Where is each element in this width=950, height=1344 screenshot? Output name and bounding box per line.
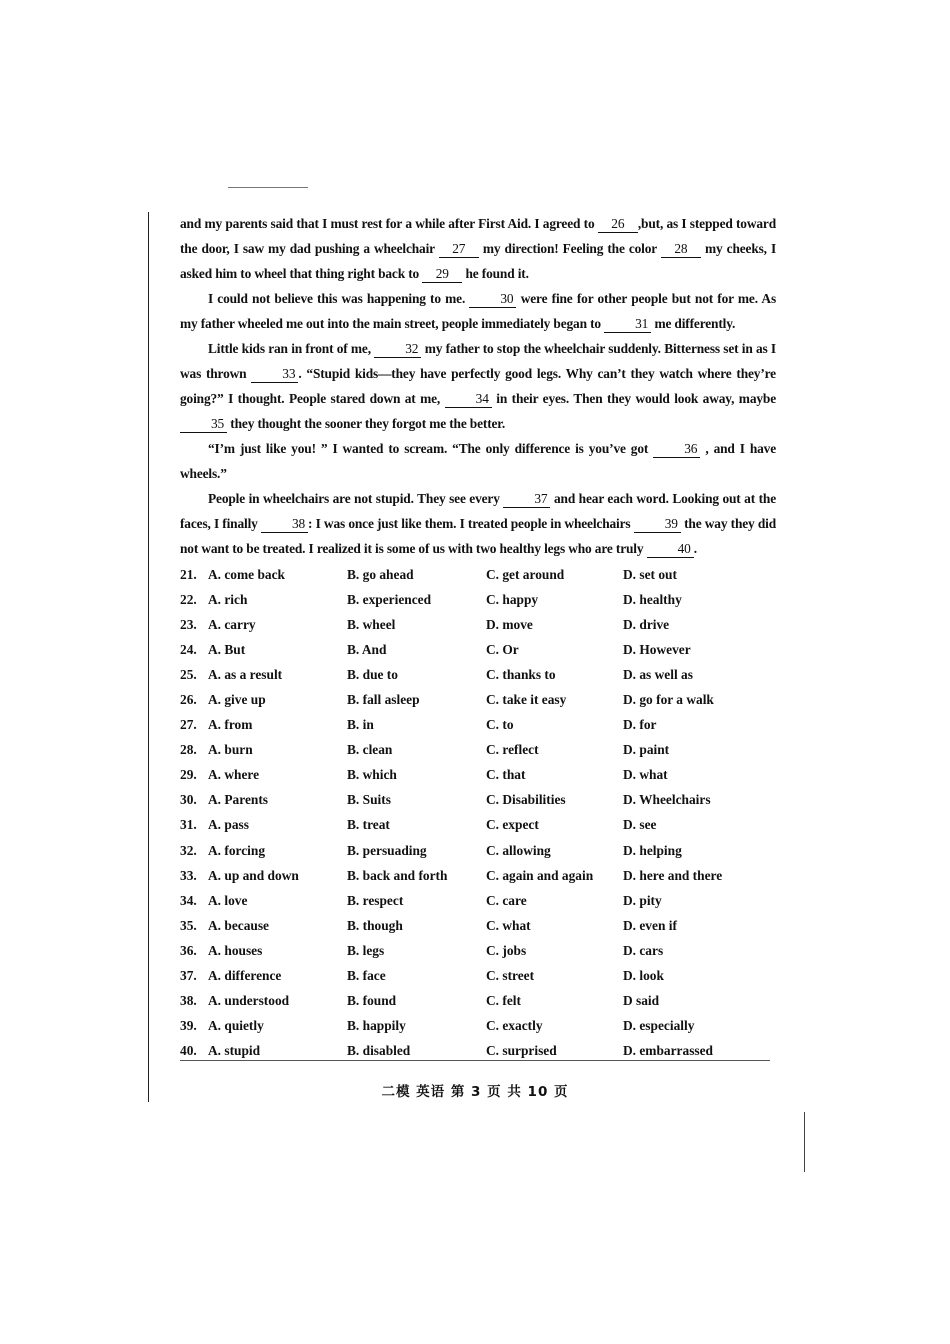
- passage-text: he found it.: [465, 266, 529, 281]
- paragraph-1: [180, 211, 776, 286]
- passage-text: and hear each word. Looking out at the faces, I finally: [180, 491, 776, 531]
- question-row: [180, 838, 780, 863]
- option-d: D. what: [623, 767, 668, 783]
- option-a: A. as a result: [208, 667, 283, 683]
- question-number: 34.: [180, 892, 197, 908]
- option-c: C. expect: [486, 817, 539, 833]
- option-c: C. street: [486, 967, 535, 983]
- option-d: D. pity: [623, 892, 662, 908]
- passage-text: they thought the sooner they forgot me the better.: [230, 416, 506, 431]
- option-c: D. move: [486, 617, 533, 633]
- option-a: A. come back: [208, 567, 285, 582]
- option-d: D. set out: [623, 567, 677, 582]
- option-a: A. carry: [208, 617, 256, 633]
- question-row: [180, 762, 780, 787]
- option-a: A. stupid: [208, 1042, 261, 1058]
- option-b: B. legs: [347, 942, 385, 958]
- question-number: 23.: [180, 617, 197, 633]
- option-d: D. drive: [623, 617, 670, 633]
- question-number: 25.: [180, 667, 197, 683]
- option-a: A. But: [208, 642, 246, 658]
- passage-text: People in wheelchairs are not stupid. They see every: [208, 491, 500, 506]
- option-c: C. again and again: [486, 867, 594, 883]
- passage-text: the way they did not want to be treated. I realized it is some of us with two healthy legs who are truly: [180, 516, 777, 556]
- question-number: 29.: [180, 767, 197, 783]
- question-row: [180, 938, 780, 963]
- option-c: C. allowing: [486, 842, 551, 858]
- blank-27: 27: [439, 240, 479, 258]
- question-number: 32.: [180, 842, 197, 858]
- option-d: D. go for a walk: [623, 692, 714, 708]
- option-d: D. even if: [623, 917, 677, 933]
- option-b: B. back and forth: [347, 867, 448, 883]
- passage-text: I could not believe this was happening to me.: [208, 291, 466, 306]
- passage-text: Little kids ran in front of me,: [208, 341, 371, 356]
- paragraph-2: [180, 286, 776, 336]
- passage-text: me differently.: [654, 316, 736, 331]
- blank-39: 39: [634, 515, 681, 533]
- option-a: A. from: [208, 717, 253, 733]
- option-a: A. burn: [208, 742, 253, 758]
- option-a: A. because: [208, 917, 269, 933]
- option-d: D. look: [623, 967, 664, 983]
- question-number: 38.: [180, 992, 197, 1008]
- option-c: C. reflect: [486, 742, 539, 758]
- question-number: 21.: [180, 567, 197, 582]
- blank-35: 35: [180, 415, 227, 433]
- option-a: A. understood: [208, 992, 290, 1008]
- question-number: 33.: [180, 867, 197, 883]
- option-b: B. go ahead: [347, 567, 414, 582]
- question-row: [180, 612, 780, 637]
- option-b: B. respect: [347, 892, 404, 908]
- answer-options-list: [180, 562, 780, 1063]
- option-c: C. happy: [486, 592, 539, 608]
- question-number: 27.: [180, 717, 197, 733]
- question-row: [180, 913, 780, 938]
- question-row: [180, 1013, 780, 1038]
- option-d: D. helping: [623, 842, 682, 858]
- option-d: D. However: [623, 642, 691, 658]
- paragraph-4: [180, 436, 776, 486]
- blank-36: 36: [653, 440, 700, 458]
- option-b: B. experienced: [347, 592, 432, 608]
- passage-text: : I was once just like them. I treated people in wheelchairs: [308, 516, 631, 531]
- question-row: [180, 662, 780, 687]
- question-number: 24.: [180, 642, 197, 658]
- blank-29: 29: [422, 265, 462, 283]
- blank-37: 37: [503, 490, 550, 508]
- option-d: D. for: [623, 717, 657, 733]
- passage-text: .: [693, 541, 697, 556]
- passage-text: in their eyes. Then they would look away, maybe: [496, 391, 776, 406]
- option-d: D. embarrassed: [623, 1042, 714, 1058]
- question-row: [180, 888, 780, 913]
- bottom-rule: [180, 1060, 770, 1061]
- option-c: C. care: [486, 892, 527, 908]
- blank-38: 38: [261, 515, 308, 533]
- paragraph-5: [180, 486, 776, 561]
- option-b: B. persuading: [347, 842, 427, 858]
- option-c: C. what: [486, 917, 531, 933]
- option-b: B. though: [347, 917, 403, 933]
- blank-33: 33: [251, 365, 298, 383]
- option-a: A. pass: [208, 817, 249, 833]
- paragraph-3: [180, 336, 776, 436]
- question-row: [180, 812, 780, 837]
- option-c: C. that: [486, 767, 526, 783]
- option-a: A. love: [208, 892, 248, 908]
- left-margin-line: [148, 212, 149, 1102]
- option-b: B. face: [347, 967, 386, 983]
- question-number: 35.: [180, 917, 197, 933]
- question-number: 31.: [180, 817, 197, 833]
- question-number: 39.: [180, 1017, 197, 1033]
- option-d: D. paint: [623, 742, 670, 758]
- blank-40: 40: [647, 540, 694, 558]
- option-b: B. in: [347, 717, 374, 733]
- option-a: A. quietly: [208, 1017, 264, 1033]
- option-a: A. difference: [208, 967, 282, 983]
- blank-31: 31: [604, 315, 651, 333]
- option-c: C. take it easy: [486, 692, 567, 708]
- option-a: A. where: [208, 767, 260, 783]
- question-row: [180, 963, 780, 988]
- passage-text: were fine for other people but not for me. As my father wheeled me out into the main street, people immediately began to: [180, 291, 777, 331]
- blank-26: 26: [598, 215, 638, 233]
- question-number: 30.: [180, 792, 197, 808]
- blank-30: 30: [469, 290, 516, 308]
- passage-text: my father to stop the wheelchair suddenly. Bitterness set in as I was thrown: [180, 341, 776, 381]
- option-b: B. clean: [347, 742, 393, 758]
- option-c: C. Disabilities: [486, 792, 566, 808]
- right-margin-line: [804, 1112, 805, 1172]
- option-c: C. to: [486, 717, 514, 733]
- question-number: 36.: [180, 942, 197, 958]
- question-row: [180, 988, 780, 1013]
- question-row: [180, 712, 780, 737]
- option-b: B. treat: [347, 817, 390, 833]
- option-b: B. disabled: [347, 1042, 411, 1058]
- question-row: [180, 863, 780, 888]
- question-row: [180, 787, 780, 812]
- question-number: 28.: [180, 742, 197, 758]
- option-d: D. see: [623, 817, 657, 833]
- passage-text: ,but, as I stepped toward the door, I saw my dad pushing a wheelchair: [180, 216, 776, 256]
- option-d: D. especially: [623, 1017, 695, 1033]
- question-row: [180, 637, 780, 662]
- option-a: A. give up: [208, 692, 266, 708]
- option-c: C. felt: [486, 992, 521, 1008]
- cloze-passage: [180, 211, 776, 561]
- question-number: 22.: [180, 592, 197, 608]
- option-d: D. as well as: [623, 667, 693, 683]
- top-dash-line: [228, 187, 308, 188]
- option-c: C. get around: [486, 567, 565, 582]
- question-number: 37.: [180, 967, 197, 983]
- option-d: D. cars: [623, 942, 664, 958]
- question-row: [180, 587, 780, 612]
- blank-28: 28: [661, 240, 701, 258]
- option-a: A. Parents: [208, 792, 269, 808]
- option-a: A. houses: [208, 942, 263, 958]
- page-footer: 二模 英语 第 3 页 共 10 页: [381, 1084, 569, 1100]
- passage-text: and my parents said that I must rest for a while after First Aid. I agreed to: [180, 216, 595, 231]
- option-a: A. rich: [208, 592, 248, 608]
- option-d: D. here and there: [623, 867, 723, 883]
- option-c: C. exactly: [486, 1017, 543, 1033]
- blank-32: 32: [374, 340, 421, 358]
- blank-34: 34: [445, 390, 492, 408]
- option-d: D. Wheelchairs: [623, 792, 711, 808]
- option-a: A. forcing: [208, 842, 266, 858]
- option-d: D. healthy: [623, 592, 682, 608]
- question-number: 40.: [180, 1042, 197, 1058]
- option-b: B. due to: [347, 667, 398, 683]
- option-c: C. surprised: [486, 1042, 557, 1058]
- question-row: [180, 687, 780, 712]
- option-b: B. happily: [347, 1017, 406, 1033]
- option-a: A. up and down: [208, 867, 299, 883]
- passage-text: my cheeks, I asked him to wheel that thing right back to: [180, 241, 777, 281]
- option-b: B. fall asleep: [347, 692, 420, 708]
- option-b: B. found: [347, 992, 397, 1008]
- passage-text: . “Stupid kids—they have perfectly good legs. Why can’t they watch where they’re going?” I thought. People stared down at me,: [180, 366, 776, 406]
- option-d: D said: [623, 992, 660, 1008]
- question-row: [180, 737, 780, 762]
- option-c: C. jobs: [486, 942, 527, 958]
- option-c: C. thanks to: [486, 667, 556, 683]
- option-c: C. Or: [486, 642, 519, 658]
- question-row: [180, 562, 780, 587]
- passage-text: “I’m just like you! ” I wanted to scream. “The only difference is you’ve got: [208, 441, 649, 456]
- passage-text: , and I have wheels.”: [180, 441, 777, 481]
- option-b: B. Suits: [347, 792, 391, 808]
- option-b: B. wheel: [347, 617, 396, 633]
- option-b: B. which: [347, 767, 397, 783]
- question-number: 26.: [180, 692, 197, 708]
- option-b: B. And: [347, 642, 387, 658]
- passage-text: my direction! Feeling the color: [482, 241, 657, 256]
